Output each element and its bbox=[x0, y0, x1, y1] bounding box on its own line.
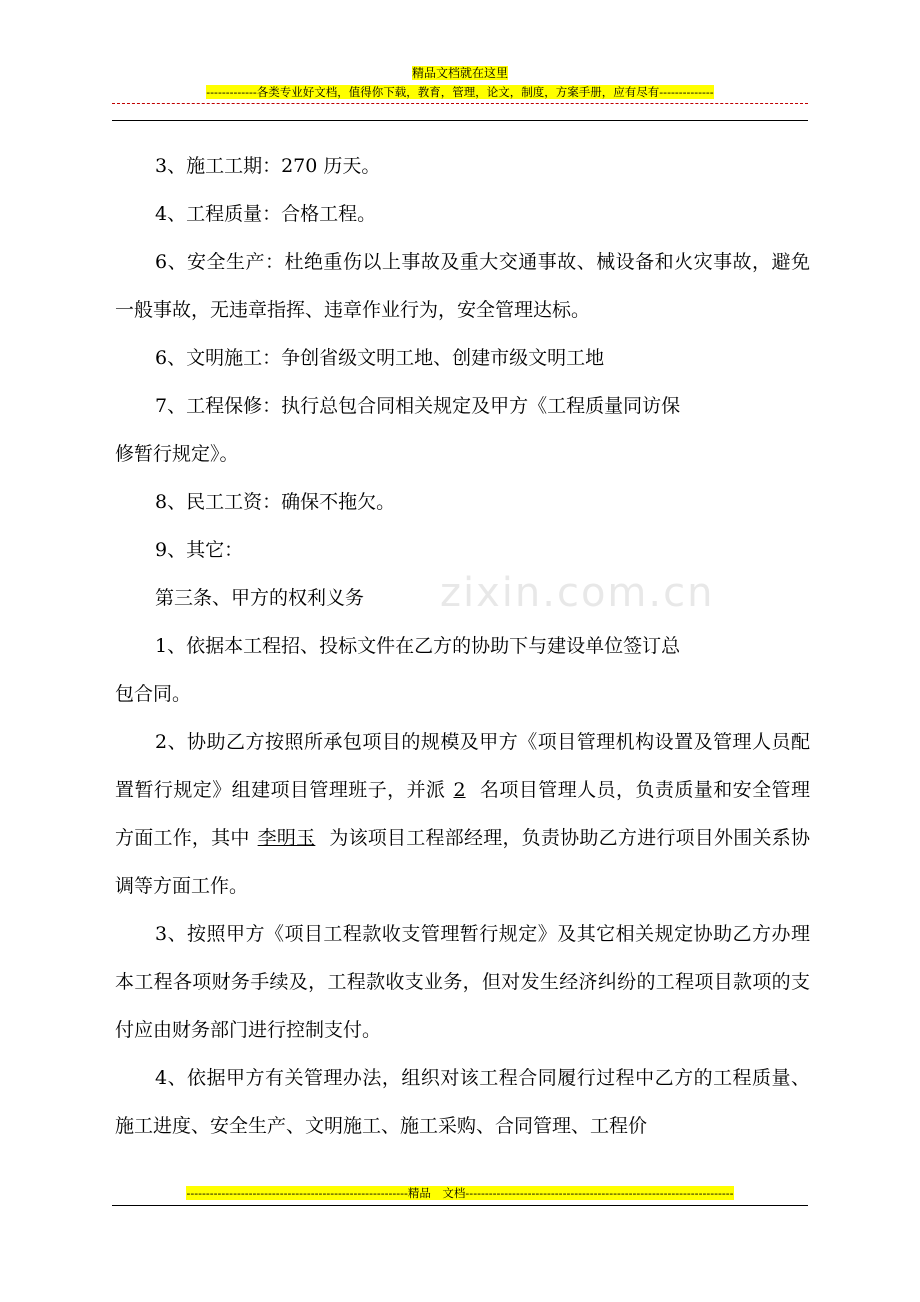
paragraph-project-team-text1: 2、协助乙方按照所承包项目的规模及甲方《项目管理机构设置及管理人员配置暂行规定》组建项目管理班子，并派 bbox=[115, 731, 810, 801]
header-title: 精品文档就在这里 bbox=[411, 66, 508, 80]
header-dashed-divider bbox=[112, 103, 808, 104]
paragraph-contract-signing-line1: 1、依据本工程招、投标文件在乙方的协助下与建设单位签订总 bbox=[155, 635, 681, 657]
document-body bbox=[115, 142, 810, 1150]
paragraph-civilized-construction: 6、文明施工：争创省级文明工地、创建市级文明工地 bbox=[155, 347, 605, 369]
manager-name-field: 李明玉 bbox=[257, 827, 316, 849]
watermark: zixin.com.cn bbox=[440, 570, 715, 616]
paragraph-project-team-text3: 为该项目工程部经理，负责协助乙方进行项目外围关系协调等方面工作。 bbox=[115, 827, 810, 897]
paragraph-contract-signing-line2: 包合同。 bbox=[115, 683, 192, 705]
paragraph-wages: 8、民工工资：确保不拖欠。 bbox=[155, 491, 396, 513]
paragraph-project-team-text2: 名项目管理人员，负责质量和安全管理方面工作，其中 bbox=[115, 779, 810, 849]
paragraph-finance: 3、按照甲方《项目工程款收支管理暂行规定》及其它相关规定协助乙方办理本工程各项财务手续及，工程款收支业务，但对发生经济纠纷的工程项目款项的支付应由财务部门进行控制支付。 bbox=[115, 923, 810, 1041]
paragraph-warranty-line1: 7、工程保修：执行总包合同相关规定及甲方《工程质量同访保 bbox=[155, 395, 681, 417]
section-heading-party-a-rights: 第三条、甲方的权利义务 bbox=[155, 587, 365, 609]
paragraph-safety: 6、安全生产：杜绝重伤以上事故及重大交通事故、械设备和火灾事故，避免一般事故，无违章指挥、违章作业行为，安全管理达标。 bbox=[115, 251, 810, 321]
header-tagline: -------------各类专业好文档，值得你下载，教育，管理，论文，制度，方案手册，应有尽有-------------- bbox=[206, 85, 714, 99]
paragraph-warranty-line2: 修暂行规定》。 bbox=[115, 443, 239, 465]
footer-text: ---------------------------------------------------------精品 文档--------------------------------------------------------------------- bbox=[186, 1186, 734, 1200]
header-rule bbox=[112, 120, 808, 121]
staff-count-field: 2 bbox=[453, 779, 466, 801]
paragraph-supervision: 4、依据甲方有关管理办法，组织对该工程合同履行过程中乙方的工程质量、施工进度、安全生产、文明施工、施工采购、合同管理、工程价 bbox=[115, 1067, 810, 1137]
paragraph-other: 9、其它： bbox=[155, 539, 244, 561]
paragraph-construction-period: 3、施工工期：270 历天。 bbox=[155, 155, 381, 177]
footer-rule bbox=[112, 1205, 808, 1206]
paragraph-project-team bbox=[115, 718, 810, 910]
paragraph-quality: 4、工程质量：合格工程。 bbox=[155, 203, 377, 225]
